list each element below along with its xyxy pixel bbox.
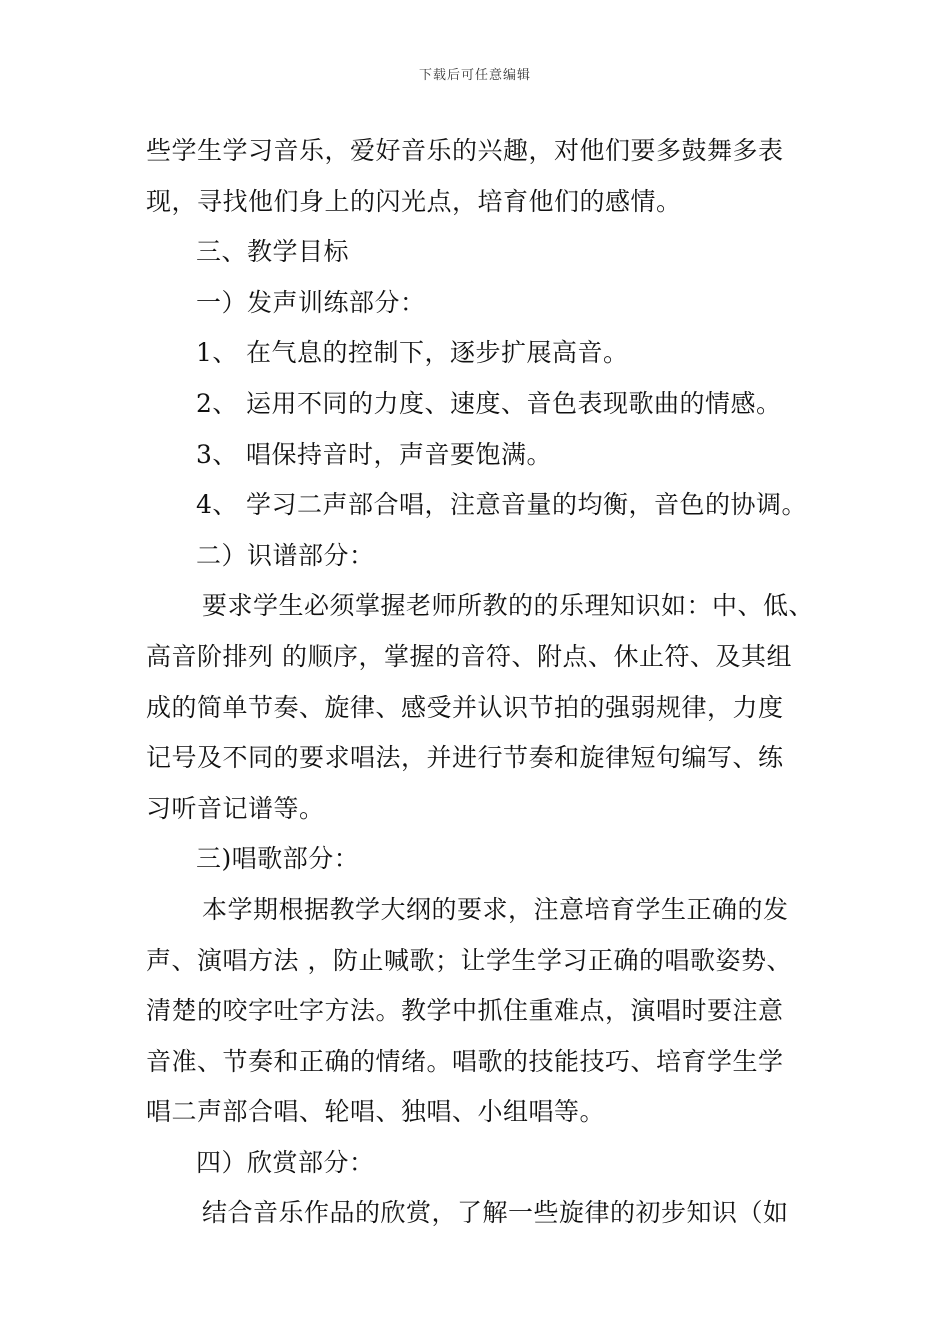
list-item	[146, 430, 826, 481]
paragraph-line: 要求学生必须掌握老师所教的的乐理知识如：中、低、	[202, 591, 815, 621]
list-number: 4、	[196, 490, 238, 520]
subsection-heading: 一）发声训练部分：	[196, 287, 426, 317]
list-number: 3、	[196, 439, 238, 469]
section-heading: 三、教学目标	[196, 237, 350, 267]
list-item-text: 运用不同的力度、速度、音色表现歌曲的情感。	[246, 388, 782, 418]
paragraph-line: 现，寻找他们身上的闪光点，培育他们的感情。	[146, 186, 682, 216]
paragraph-line: 唱二声部合唱、轮唱、独唱、小组唱等。	[146, 1097, 606, 1127]
subsection-heading: 三)唱歌部分：	[196, 844, 360, 874]
list-number: 1、	[196, 338, 238, 368]
subsection-heading: 二）识谱部分：	[196, 540, 375, 570]
paragraph-line: 音准、节奏和正确的情绪。唱歌的技能技巧、培育学生学	[146, 1046, 784, 1076]
paragraph-line: 清楚的咬字吐字方法。教学中抓住重难点，演唱时要注意	[146, 996, 784, 1026]
list-item-text: 唱保持音时，声音要饱满。	[246, 439, 553, 469]
paragraph-line: 结合音乐作品的欣赏，了解一些旋律的初步知识（如	[202, 1198, 789, 1228]
subsection-heading: 四）欣赏部分：	[196, 1147, 375, 1177]
document-body	[146, 126, 826, 1239]
paragraph-line: 声、演唱方法 ，防止喊歌；让学生学习正确的唱歌姿势、	[146, 945, 792, 975]
paragraph-line: 记号及不同的要求唱法，并进行节奏和旋律短句编写、练	[146, 743, 784, 773]
paragraph-line: 些学生学习音乐，爱好音乐的兴趣，对他们要多鼓舞多表	[146, 136, 784, 165]
list-item	[146, 480, 826, 531]
list-item	[146, 328, 826, 379]
paragraph-line: 习听音记谱等。	[146, 793, 325, 823]
list-item	[146, 379, 826, 430]
list-item-text: 在气息的控制下，逐步扩展高音。	[246, 338, 629, 368]
list-number: 2、	[196, 388, 238, 418]
paragraph-line: 本学期根据教学大纲的要求，注意培育学生正确的发	[202, 894, 789, 924]
paragraph-line: 成的简单节奏、旋律、感受并认识节拍的强弱规律，力度	[146, 692, 784, 722]
list-item-text: 学习二声部合唱，注意音量的均衡，音色的协调。	[246, 490, 808, 520]
paragraph-line: 高音阶排列 的顺序，掌握的音符、附点、休止符、及其组	[146, 641, 792, 671]
page-header: 下载后可任意编辑	[418, 68, 531, 83]
